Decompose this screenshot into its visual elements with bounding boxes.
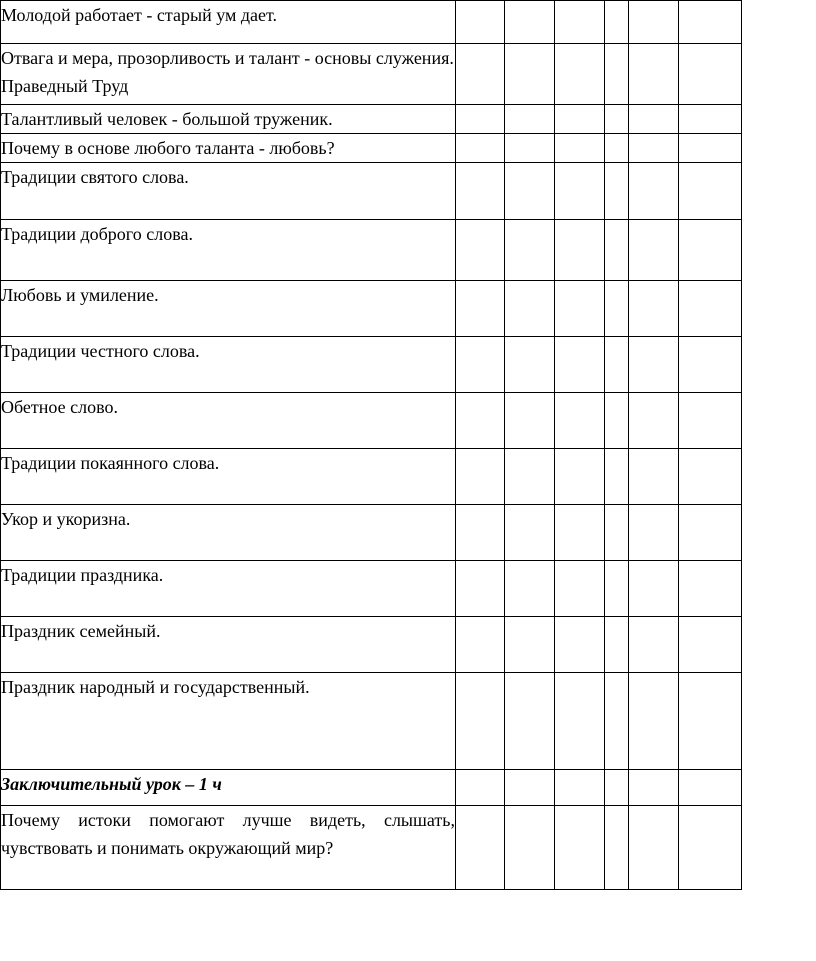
- lesson-topic: Традиции праздника.: [1, 561, 456, 617]
- table-row: [1, 163, 742, 220]
- mark-cell: [679, 44, 742, 105]
- mark-cell: [605, 134, 629, 163]
- mark-cell: [456, 134, 505, 163]
- mark-cell: [605, 393, 629, 449]
- mark-cell: [679, 505, 742, 561]
- mark-cell: [456, 44, 505, 105]
- section-heading: Заключительный урок – 1 ч: [1, 770, 456, 806]
- lesson-topic: Традиции покаянного слова.: [1, 449, 456, 505]
- mark-cell: [629, 617, 679, 673]
- table-row: [1, 806, 742, 890]
- mark-cell: [505, 105, 555, 134]
- table-row: [1, 505, 742, 561]
- mark-cell: [555, 673, 605, 770]
- mark-cell: [555, 134, 605, 163]
- mark-cell: [629, 281, 679, 337]
- mark-cell: [555, 770, 605, 806]
- mark-cell: [456, 393, 505, 449]
- mark-cell: [629, 105, 679, 134]
- table-row: [1, 105, 742, 134]
- mark-cell: [629, 505, 679, 561]
- mark-cell: [505, 281, 555, 337]
- mark-cell: [679, 617, 742, 673]
- lesson-topic: Традиции честного слова.: [1, 337, 456, 393]
- mark-cell: [555, 281, 605, 337]
- mark-cell: [679, 806, 742, 890]
- mark-cell: [555, 105, 605, 134]
- mark-cell: [456, 220, 505, 281]
- mark-cell: [605, 220, 629, 281]
- mark-cell: [555, 617, 605, 673]
- mark-cell: [629, 220, 679, 281]
- mark-cell: [605, 163, 629, 220]
- mark-cell: [629, 1, 679, 44]
- lesson-topic: Почему истоки помогают лучше видеть, слышать, чувствовать и понимать окружающий мир?: [1, 806, 456, 890]
- mark-cell: [456, 806, 505, 890]
- mark-cell: [456, 561, 505, 617]
- mark-cell: [456, 1, 505, 44]
- mark-cell: [456, 770, 505, 806]
- mark-cell: [679, 449, 742, 505]
- table-body: [1, 1, 742, 890]
- mark-cell: [679, 1, 742, 44]
- mark-cell: [629, 449, 679, 505]
- mark-cell: [456, 673, 505, 770]
- table-row: [1, 134, 742, 163]
- lesson-topic: Почему в основе любого таланта - любовь?: [1, 134, 456, 163]
- mark-cell: [555, 1, 605, 44]
- table-row: [1, 673, 742, 770]
- mark-cell: [505, 505, 555, 561]
- mark-cell: [629, 44, 679, 105]
- table-row: [1, 1, 742, 44]
- mark-cell: [555, 561, 605, 617]
- mark-cell: [456, 617, 505, 673]
- table-row: [1, 337, 742, 393]
- table-row: [1, 449, 742, 505]
- table-row: [1, 561, 742, 617]
- mark-cell: [679, 281, 742, 337]
- table-row: [1, 281, 742, 337]
- mark-cell: [505, 1, 555, 44]
- mark-cell: [679, 105, 742, 134]
- mark-cell: [605, 561, 629, 617]
- mark-cell: [605, 770, 629, 806]
- mark-cell: [555, 505, 605, 561]
- mark-cell: [505, 134, 555, 163]
- mark-cell: [605, 44, 629, 105]
- mark-cell: [505, 337, 555, 393]
- mark-cell: [505, 561, 555, 617]
- mark-cell: [555, 806, 605, 890]
- table-row: [1, 220, 742, 281]
- table-row: [1, 617, 742, 673]
- mark-cell: [679, 770, 742, 806]
- mark-cell: [629, 337, 679, 393]
- lesson-topic: Праздник народный и государственный.: [1, 673, 456, 770]
- lesson-topic: Любовь и умиление.: [1, 281, 456, 337]
- mark-cell: [629, 806, 679, 890]
- mark-cell: [555, 220, 605, 281]
- mark-cell: [679, 337, 742, 393]
- mark-cell: [605, 281, 629, 337]
- mark-cell: [605, 806, 629, 890]
- mark-cell: [679, 393, 742, 449]
- mark-cell: [679, 561, 742, 617]
- mark-cell: [505, 449, 555, 505]
- mark-cell: [605, 449, 629, 505]
- lesson-topic: Обетное слово.: [1, 393, 456, 449]
- lesson-topic: Традиции доброго слова.: [1, 220, 456, 281]
- mark-cell: [679, 220, 742, 281]
- mark-cell: [456, 505, 505, 561]
- mark-cell: [629, 393, 679, 449]
- mark-cell: [505, 393, 555, 449]
- mark-cell: [629, 770, 679, 806]
- mark-cell: [679, 163, 742, 220]
- mark-cell: [679, 134, 742, 163]
- table-row: [1, 44, 742, 105]
- lesson-topic: Молодой работает - старый ум дает.: [1, 1, 456, 44]
- mark-cell: [679, 673, 742, 770]
- mark-cell: [505, 44, 555, 105]
- lesson-topic: Отвага и мера, прозорливость и талант - основы служения. Праведный Труд: [1, 44, 456, 105]
- lesson-topic: Укор и укоризна.: [1, 505, 456, 561]
- mark-cell: [605, 337, 629, 393]
- mark-cell: [456, 337, 505, 393]
- mark-cell: [555, 44, 605, 105]
- mark-cell: [629, 163, 679, 220]
- mark-cell: [605, 505, 629, 561]
- mark-cell: [605, 1, 629, 44]
- mark-cell: [505, 673, 555, 770]
- mark-cell: [505, 770, 555, 806]
- mark-cell: [629, 673, 679, 770]
- mark-cell: [605, 105, 629, 134]
- mark-cell: [456, 105, 505, 134]
- mark-cell: [605, 617, 629, 673]
- mark-cell: [555, 449, 605, 505]
- mark-cell: [605, 673, 629, 770]
- section-row: [1, 770, 742, 806]
- mark-cell: [505, 806, 555, 890]
- mark-cell: [456, 281, 505, 337]
- mark-cell: [555, 393, 605, 449]
- lesson-topic: Традиции святого слова.: [1, 163, 456, 220]
- lesson-topic: Талантливый человек - большой труженик.: [1, 105, 456, 134]
- lesson-topic: Праздник семейный.: [1, 617, 456, 673]
- mark-cell: [505, 163, 555, 220]
- mark-cell: [629, 134, 679, 163]
- mark-cell: [456, 449, 505, 505]
- mark-cell: [505, 617, 555, 673]
- mark-cell: [456, 163, 505, 220]
- mark-cell: [629, 561, 679, 617]
- mark-cell: [555, 163, 605, 220]
- mark-cell: [505, 220, 555, 281]
- table-row: [1, 393, 742, 449]
- mark-cell: [555, 337, 605, 393]
